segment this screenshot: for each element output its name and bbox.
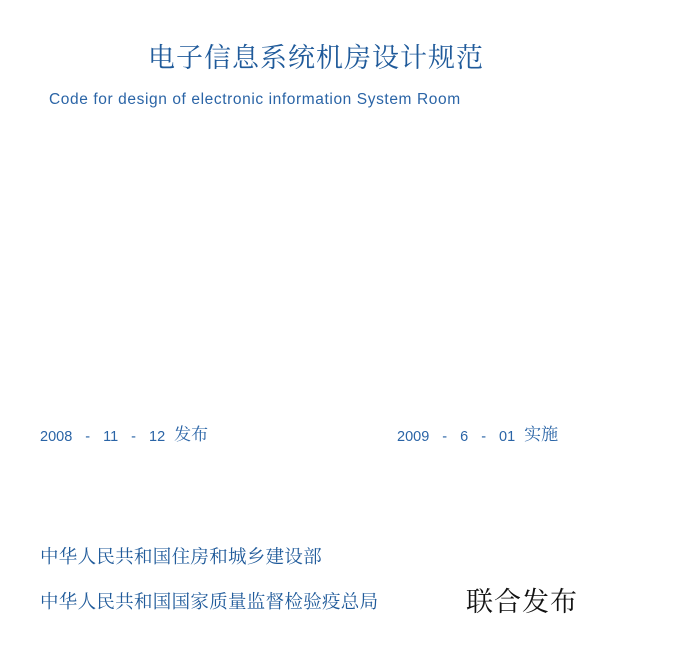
effective-date xyxy=(397,421,558,446)
publish-label: 发布 xyxy=(174,425,209,445)
joint-publication-label: 联合发布 xyxy=(466,587,578,618)
effective-separator-2: - xyxy=(481,429,487,445)
issuer-ministry-housing: 中华人民共和国住房和城乡建设部 xyxy=(40,547,323,568)
publish-separator-2: - xyxy=(131,429,137,445)
title-chinese: 电子信息系统机房设计规范 xyxy=(148,43,484,74)
effective-month: 6 xyxy=(460,429,469,445)
effective-separator-1: - xyxy=(442,429,448,445)
publish-day: 12 xyxy=(149,429,166,445)
effective-year: 2009 xyxy=(397,429,430,445)
effective-label: 实施 xyxy=(524,425,559,445)
publish-month: 11 xyxy=(103,429,119,445)
publish-date xyxy=(40,421,208,446)
title-english: Code for design of electronic information System Room xyxy=(49,91,461,108)
publish-year: 2008 xyxy=(40,429,73,445)
publish-separator-1: - xyxy=(85,429,91,445)
effective-day: 01 xyxy=(499,429,516,445)
issuer-quality-supervision: 中华人民共和国国家质量监督检验疫总局 xyxy=(40,592,379,613)
